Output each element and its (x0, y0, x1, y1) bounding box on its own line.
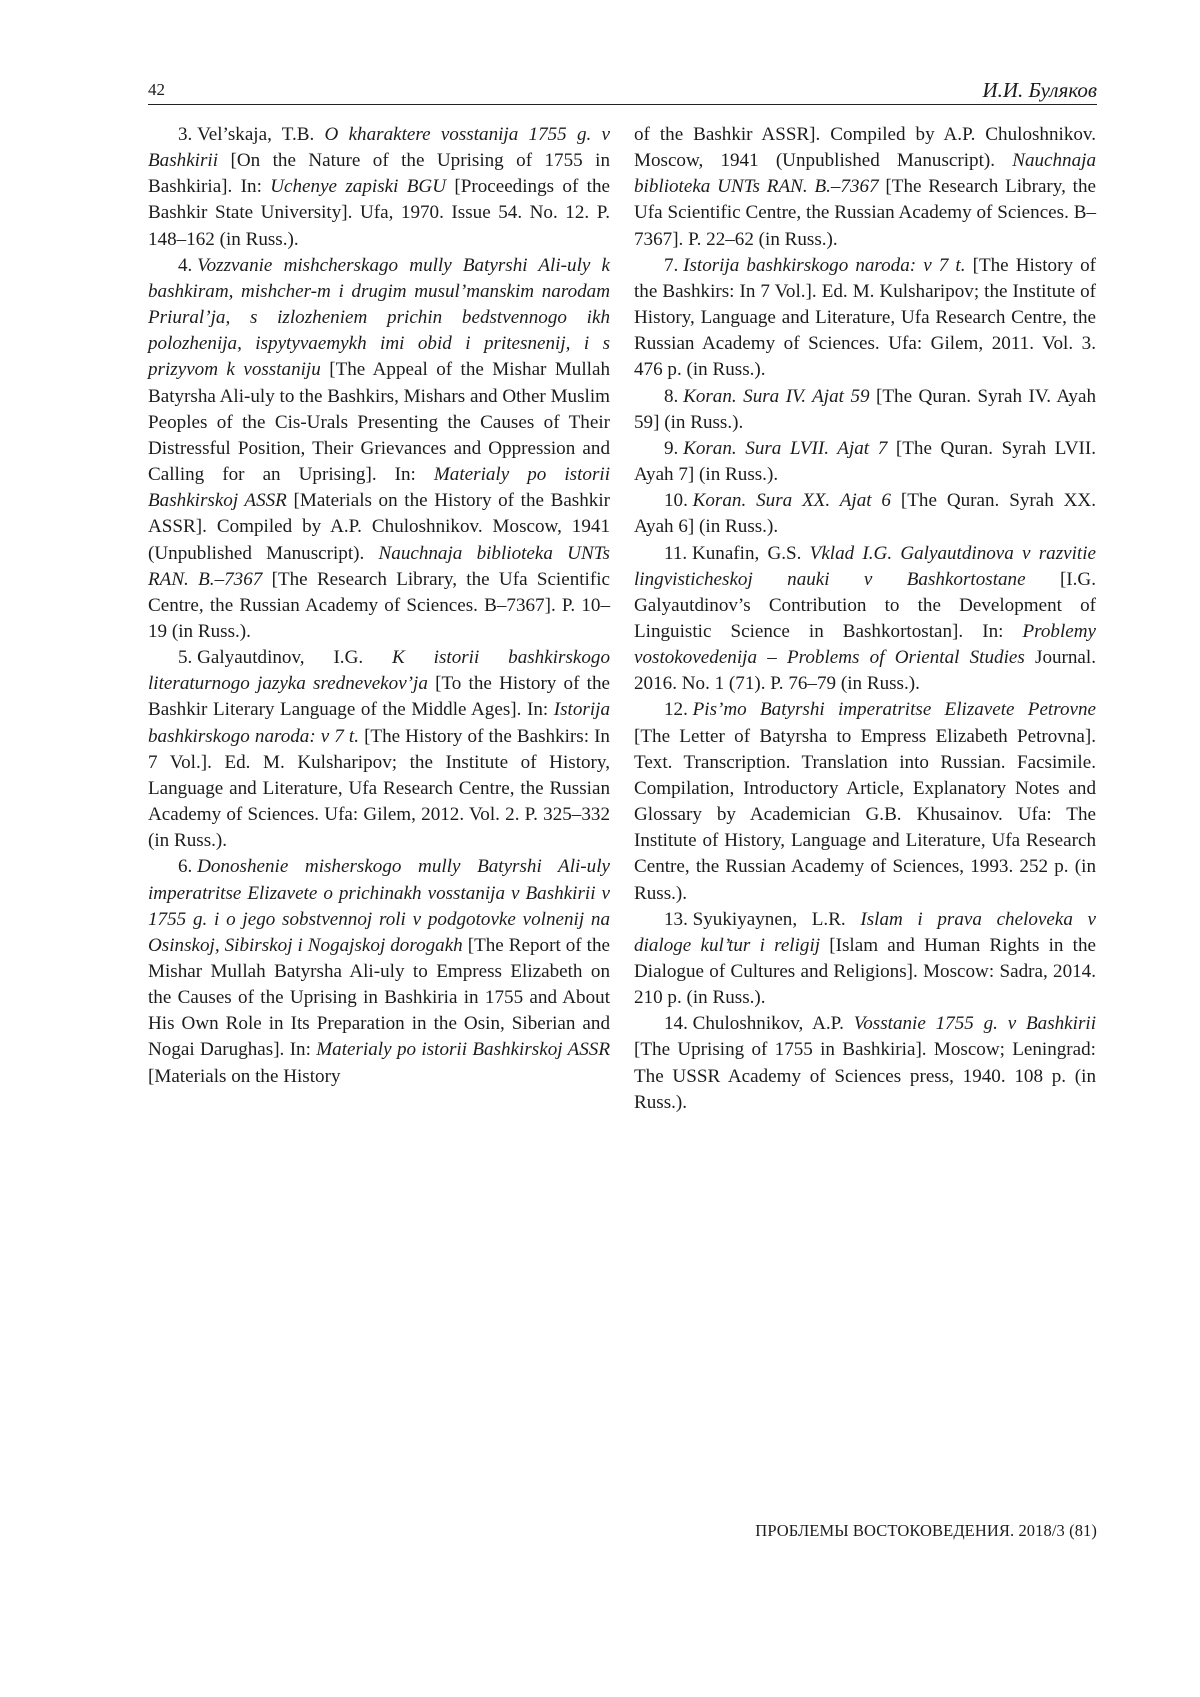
reference-text: [The Letter of Batyrsha to Empress Elizabeth Petrovna]. Text. Transcription. Translation into Russian. Facsimile. Compilation, Introductory Article, Explanatory Notes and Glossary by Academician G.B. Khusainov. Ufa: The Institute of History, Language and Literature, Ufa Research Centre, the Russian Academy of Sciences, 1993. 252 p. (in Russ.). (634, 725, 1096, 904)
reference-text: Chuloshnikov, A.P. (692, 1013, 854, 1035)
reference-number: 4. (178, 254, 193, 276)
reference-item (634, 384, 1096, 436)
reference-title: Koran. Sura IV. Ajat 59 (683, 385, 870, 407)
reference-text: [Islam and Human Rights in the Dialogue of Cultures and Religions]. Moscow: Sadra, 2014. 210 p. (in Russ.). (634, 934, 1096, 1009)
reference-number: 10. (664, 490, 688, 512)
reference-number: 12. (664, 699, 688, 721)
reference-title: Istorija bashkirskogo naroda: v 7 t. (148, 699, 610, 747)
running-author: И.И. Буляков (982, 78, 1097, 102)
reference-text: [On the Nature of the Uprising of 1755 in Bashkiria]. In: (148, 150, 610, 198)
reference-text: Kunafin, G.S. (691, 542, 810, 564)
reference-item (148, 253, 610, 645)
reference-text: Galyautdinov, I.G. (197, 647, 393, 669)
reference-title: O kharaktere vosstanija 1755 g. v Bashkirii (148, 124, 610, 172)
page-number: 42 (148, 80, 165, 99)
reference-title: Nauchnaja biblioteka UNTs RAN. B.–7367 (148, 542, 610, 590)
reference-number: 5. (178, 647, 193, 669)
reference-number: 6. (178, 856, 193, 878)
reference-item (634, 253, 1096, 384)
reference-text: [The Report of the Mishar Mullah Batyrsha Ali-uly to Empress Elizabeth on the Causes of the Uprising in Bashkiria in 1755 and About His Own Role in Its Preparation in the Osin, Siberian and Nogai Darughas]. In: (148, 934, 610, 1061)
reference-item (634, 697, 1096, 906)
reference-text: [The Research Library, the Ufa Scientific Centre, the Russian Academy of Sciences. B–7367]. P. 22–62 (in Russ.). (634, 176, 1096, 250)
reference-text: Journal. 2016. No. 1 (71). P. 76–79 (in Russ.). (634, 647, 1096, 695)
reference-title: Materialy po istorii Bashkirskoj ASSR (148, 464, 611, 512)
reference-text: [Materials on the History (148, 1065, 341, 1087)
reference-text: of the Bashkir ASSR]. Compiled by A.P. Chuloshnikov. Moscow, 1941 (Unpublished Manuscript). (634, 124, 1096, 172)
reference-title: Materialy po istorii Bashkirskoj ASSR (316, 1039, 610, 1061)
references-right-column (634, 122, 1096, 1116)
reference-number: 14. (664, 1013, 688, 1035)
reference-text: [The Research Library, the Ufa Scientific Centre, the Russian Academy of Sciences. B–7367]. P. 10–19 (in Russ.). (148, 568, 611, 642)
reference-text: [Proceedings of the Bashkir State University]. Ufa, 1970. Issue 54. No. 12. P. 148–162 (in Russ.). (148, 176, 610, 250)
reference-number: 9. (664, 437, 679, 459)
reference-title: Istorija bashkirskogo naroda: v 7 t. (683, 254, 966, 276)
reference-title: Vklad I.G. Galyautdinova v razvitie lingvisticheskoj nauki v Bashkortostane (634, 542, 1096, 590)
reference-number: 3. (178, 124, 193, 145)
reference-number: 7. (664, 254, 679, 276)
reference-text: [The History of the Bashkirs: In 7 Vol.]. Ed. M. Kulsharipov; the Institute of History, Language and Literature, Ufa Research Centre, the Russian Academy of Sciences. Ufa: Gilem, 2011. Vol. 3. 476 p. (in Russ.). (634, 254, 1096, 381)
reference-item (634, 1011, 1096, 1116)
reference-item (634, 488, 1096, 540)
reference-title: Problemy vostokovedenija – Problems of Oriental Studies (634, 620, 1096, 669)
reference-title: K istorii bashkirskogo literaturnogo jazyka srednevekov’ja (148, 647, 610, 695)
reference-text: Syukiyaynen, L.R. (692, 908, 861, 930)
reference-item (148, 122, 610, 253)
journal-footer: ПРОБЛЕМЫ ВОСТОКОВЕДЕНИЯ. 2018/3 (81) (755, 1521, 1097, 1540)
reference-item (148, 645, 610, 854)
reference-text: [I.G. Galyautdinov’s Contribution to the Development of Linguistic Science in Bashkortostan]. In: (634, 568, 1096, 642)
reference-title: Koran. Sura LVII. Ajat 7 (683, 437, 888, 459)
reference-title: Vozzvanie mishcherskago mully Batyrshi Ali-uly k bashkiram, mishcher-m i drugim musul’manskim narodam Priural’ja, s izlozheniem prichin bedstvennogo ikh polozhenija, ispytyvaemykh imi obid i pritesnenij, i s prizyvom k vosstaniju (148, 254, 610, 381)
reference-item (634, 436, 1096, 488)
reference-number: 13. (664, 908, 688, 930)
reference-number: 8. (664, 385, 679, 407)
reference-text: [To the History of the Bashkir Literary Language of the Middle Ages]. In: (148, 673, 610, 721)
reference-text: [The Quran. Syrah LVII. Ayah 7] (in Russ.). (634, 437, 1096, 486)
references-left-column (148, 122, 610, 1090)
reference-item (634, 541, 1096, 698)
reference-title: Islam i prava cheloveka v dialoge kul’tur i religij (634, 908, 1097, 956)
reference-text: [The Appeal of the Mishar Mullah Batyrsha Ali-uly to the Bashkirs, Mishars and Other Muslim Peoples of the Cis-Urals Presenting the Causes of Their Distressful Position, Their Grievances and Oppression and Calling for an Uprising]. In: (148, 359, 610, 486)
reference-title: Pis’mo Batyrshi imperatritse Elizavete Petrovne (692, 699, 1096, 721)
reference-item (634, 907, 1096, 1012)
reference-title: Koran. Sura XX. Ajat 6 (692, 490, 891, 512)
reference-text: [The Uprising of 1755 in Bashkiria]. Moscow; Leningrad: The USSR Academy of Sciences press, 1940. 108 p. (in Russ.). (634, 1039, 1096, 1113)
running-header (148, 74, 1097, 105)
reference-title: Nauchnaja biblioteka UNTs RAN. B.–7367 (634, 150, 1096, 198)
reference-number: 11. (664, 542, 688, 564)
reference-title: Donoshenie misherskogo mully Batyrshi Ali-uly imperatritse Elizavete o prichinakh vosstanija v Bashkirii v 1755 g. i o jego sobstvennoj roli v podgotovke volnenij na Osinskoj, Sibirskoj i Nogajskoj dorogakh (148, 856, 610, 956)
reference-continuation (634, 122, 1096, 253)
reference-title: Uchenye zapiski BGU (270, 176, 447, 198)
reference-title: Vosstanie 1755 g. v Bashkirii (853, 1013, 1097, 1035)
reference-item (148, 854, 610, 1089)
reference-text: [The History of the Bashkirs: In 7 Vol.]. Ed. M. Kulsharipov; the Institute of History, Language and Literature, Ufa Research Centre, the Russian Academy of Sciences. Ufa: Gilem, 2012. Vol. 2. P. 325–332 (in Russ.). (148, 725, 610, 852)
reference-text: Vel’skaja, T.B. (197, 124, 325, 145)
reference-text: [The Quran. Syrah XX. Ayah 6] (in Russ.). (634, 490, 1096, 538)
reference-text: [Materials on the History of the Bashkir ASSR]. Compiled by A.P. Chuloshnikov. Moscow, 1941 (Unpublished Manuscript). (148, 490, 610, 564)
reference-text: [The Quran. Syrah IV. Ayah 59] (in Russ.). (634, 385, 1096, 433)
